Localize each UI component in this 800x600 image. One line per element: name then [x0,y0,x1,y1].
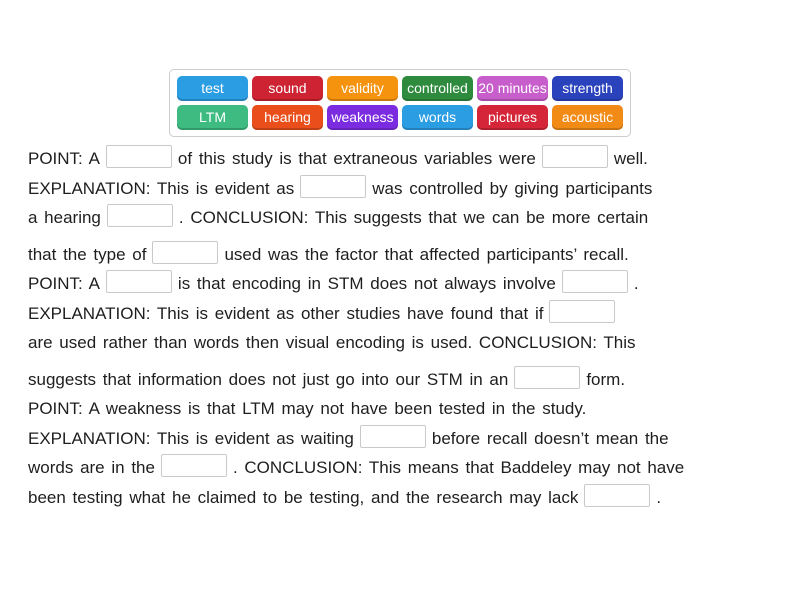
passage-line [28,394,774,424]
passage-text: are used rather than words then visual encoding is used. CONCLUSION: This [28,333,636,352]
passage-text: EXPLANATION: This is evident as other studies have found that if [28,303,544,323]
passage-line [28,240,774,270]
passage-line [28,299,774,329]
word-chip[interactable]: pictures [477,105,548,130]
passage-text: POINT: A [28,149,100,168]
passage-line [28,453,774,483]
passage-line [28,483,774,513]
word-chip[interactable]: words [402,105,473,130]
answer-blank[interactable] [584,484,650,507]
passage-text: was controlled by giving participants [372,178,653,198]
passage-text: a hearing [28,208,101,227]
answer-blank[interactable] [360,425,426,448]
word-bank-row [175,103,625,132]
passage-text: . CONCLUSION: This suggests that we can be more certain [178,208,649,227]
word-bank-wrap [0,0,800,137]
passage-text: of this study is that extraneous variables were [177,149,536,168]
answer-blank[interactable] [549,300,615,323]
word-chip[interactable]: weakness [327,105,398,130]
passage-line [28,328,774,358]
word-chip[interactable]: sound [252,76,323,101]
passage-text: POINT: A [28,274,100,293]
answer-blank[interactable] [514,366,580,389]
passage-text: is that encoding in STM does not always involve [177,274,556,293]
passage-text: used was the factor that affected participants’ recall. [224,244,629,264]
word-chip[interactable]: strength [552,76,623,101]
passage-line [28,203,774,233]
passage-text: . [656,487,662,507]
word-bank-row [175,74,625,103]
answer-blank[interactable] [562,270,628,293]
passage-text: POINT: A weakness is that LTM may not have been tested in the study. [28,399,587,418]
passage-line [28,144,774,174]
answer-blank[interactable] [542,145,608,168]
passage-line [28,174,774,204]
passage-text: form. [586,369,626,389]
answer-blank[interactable] [106,270,172,293]
passage-line [28,365,774,395]
word-chip[interactable]: acoustic [552,105,623,130]
answer-blank[interactable] [152,241,218,264]
passage-text: EXPLANATION: This is evident as waiting [28,428,354,448]
passage-text: that the type of [28,244,147,264]
word-chip[interactable]: validity [327,76,398,101]
passage-text: before recall doesn’t mean the [431,428,669,448]
passage [28,144,774,512]
word-chip[interactable]: controlled [402,76,473,101]
passage-line [28,269,774,299]
answer-blank[interactable] [300,175,366,198]
answer-blank[interactable] [106,145,172,168]
answer-blank[interactable] [161,454,227,477]
passage-line [28,424,774,454]
passage-text: EXPLANATION: This is evident as [28,178,295,198]
answer-blank[interactable] [107,204,173,227]
word-chip[interactable]: LTM [177,105,248,130]
word-bank [169,69,631,137]
passage-text: . CONCLUSION: This means that Baddeley may not have [232,458,685,477]
passage-text: well. [613,149,648,168]
word-chip[interactable]: hearing [252,105,323,130]
passage-text: suggests that information does not just go into our STM in an [28,369,509,389]
word-chip[interactable]: 20 minutes [477,76,548,101]
passage-text: . [633,274,639,293]
passage-text: been testing what he claimed to be testing, and the research may lack [28,487,579,507]
passage-text: words are in the [28,458,155,477]
word-chip[interactable]: test [177,76,248,101]
